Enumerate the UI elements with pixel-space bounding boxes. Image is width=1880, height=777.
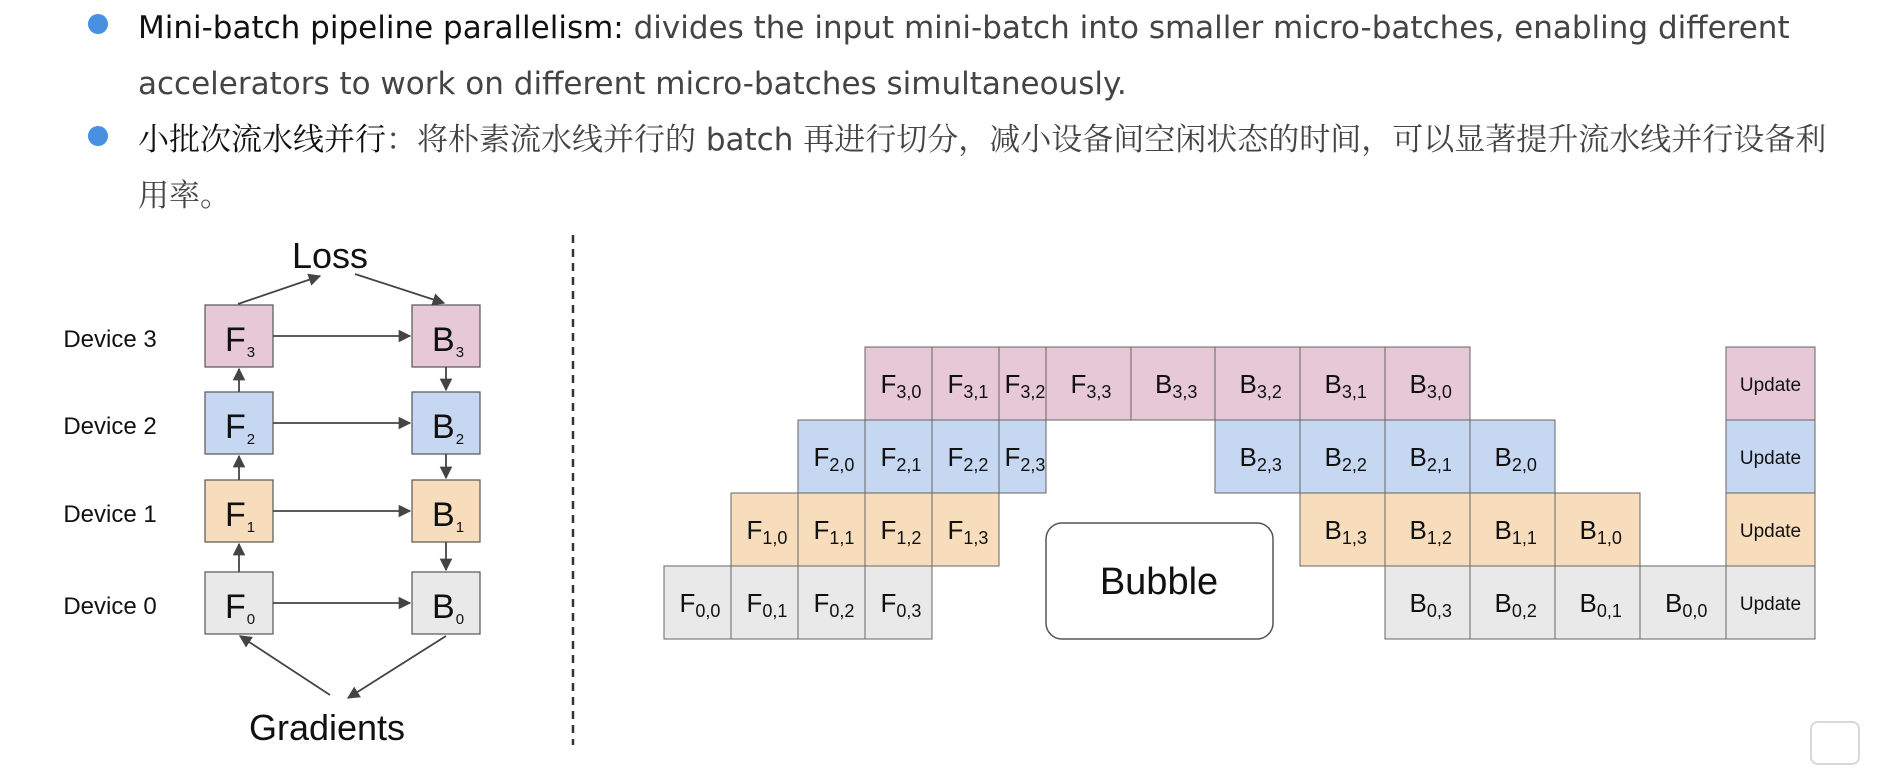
cell-label: F3,0: [880, 369, 922, 402]
cell-label: F0,3: [880, 588, 922, 621]
cell-label: F3,1: [947, 369, 989, 402]
cell-label: F1,0: [746, 515, 788, 548]
update-label: Update: [1739, 521, 1802, 542]
device-label: Device 3: [63, 326, 157, 353]
cell-label: F1,2: [880, 515, 922, 548]
cell-label: B3,3: [1155, 369, 1198, 402]
backward-box-label: B2: [432, 408, 465, 448]
cell-label: B0,2: [1494, 588, 1537, 621]
play-icon[interactable]: [1810, 721, 1860, 765]
cell-label: F0,2: [813, 588, 855, 621]
cell-label: F1,3: [947, 515, 989, 548]
cell-label: F3,3: [1070, 369, 1112, 402]
forward-box-label: F3: [225, 321, 256, 361]
gradients-label: Gradients: [248, 707, 406, 748]
bullet-term: Mini-batch pipeline parallelism:: [138, 10, 624, 46]
backward-box-label: B1: [432, 496, 465, 536]
cell-label: F2,3: [1004, 442, 1046, 475]
update-label: Update: [1739, 594, 1802, 615]
backward-box-label: B3: [432, 321, 465, 361]
forward-box-label: F1: [225, 496, 256, 536]
cell-label: B2,2: [1324, 442, 1367, 475]
cell-label: B0,3: [1409, 588, 1452, 621]
from-loss-arrow: [355, 274, 444, 303]
device-label: Device 2: [63, 413, 157, 440]
cell-label: F0,0: [679, 588, 721, 621]
device-label: Device 0: [63, 593, 157, 620]
cell-label: B3,2: [1239, 369, 1282, 402]
device-label: Device 1: [63, 501, 157, 528]
forward-box-label: F0: [225, 588, 256, 628]
cell-label: F2,0: [813, 442, 855, 475]
bullet-text: divides the input mini-batch into smaller micro-batches, enabling different accelerators to work on different micro-batches simultaneously.: [138, 10, 1790, 102]
cell-label: F0,1: [746, 588, 788, 621]
backward-box-label: B0: [432, 588, 465, 628]
cell-label: B3,1: [1324, 369, 1367, 402]
cell-label: B2,0: [1494, 442, 1537, 475]
gradient-arrow: [240, 636, 330, 695]
naive-pipeline-diagram: [63, 235, 480, 748]
update-label: Update: [1739, 448, 1802, 469]
cell-label: B3,0: [1409, 369, 1452, 402]
loss-label: Loss: [291, 235, 369, 276]
cell-label: B1,1: [1494, 515, 1537, 548]
bullet-text: ：将朴素流水线并行的 batch 再进行切分，减小设备间空闲状态的时间，可以显著提升流水线并行设备利用率。: [138, 122, 1827, 214]
bubble-label: Bubble: [1099, 561, 1219, 603]
micro-batch-schedule: [664, 347, 1815, 639]
cell-label: B0,0: [1665, 588, 1708, 621]
to-loss-arrow: [238, 276, 320, 304]
forward-box-label: F2: [225, 408, 256, 448]
cell-label: B2,1: [1409, 442, 1452, 475]
cell-label: B0,1: [1579, 588, 1622, 621]
cell-label: F3,2: [1004, 369, 1046, 402]
bullet-term: 小批次流水线并行: [138, 122, 386, 158]
update-label: Update: [1739, 375, 1802, 396]
cell-label: F2,1: [880, 442, 922, 475]
cell-label: F1,1: [813, 515, 855, 548]
cell-label: B1,2: [1409, 515, 1452, 548]
gradient-arrow: [348, 636, 446, 698]
cell-label: B2,3: [1239, 442, 1282, 475]
cell-label: B1,3: [1324, 515, 1367, 548]
cell-label: B1,0: [1579, 515, 1622, 548]
cell-label: F2,2: [947, 442, 989, 475]
